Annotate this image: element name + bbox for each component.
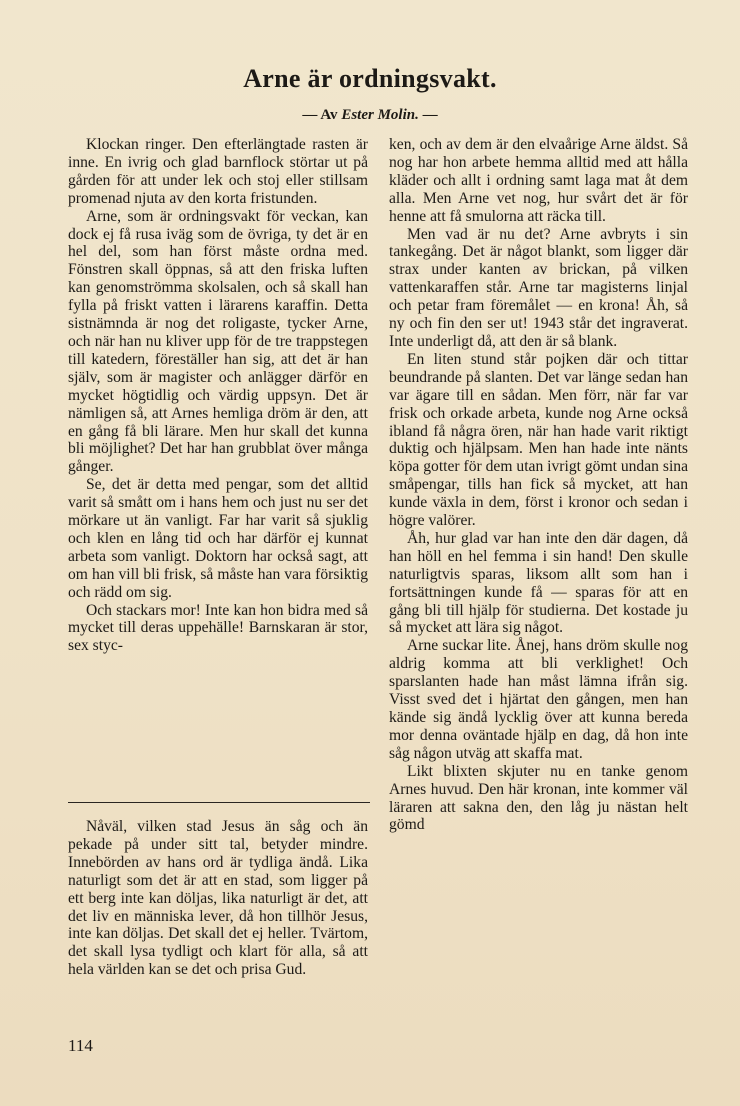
devotional-paragraph: Nåväl, vilken stad Jesus än såg och än pekade på under sitt tal, betyder mindre. Innebörden av hans ord är tydliga ändå. Lika naturligt som det är att en stad, som ligger på ett berg inte kan döljas, lika naturligt är det, att det liv en människa lever, då hon tillhör Jesus, inte kan döljas. Det skall det ej heller. Tvärtom, det skall lysa tydligt och klart för alla, så att hela världen kan se det och prisa Gud. bbox=[68, 818, 368, 979]
paragraph: Men vad är nu det? Arne avbryts i sin tankegång. Det är något blankt, som ligger där strax under kanten av brickan, på vilken vattenkaraffen står. Arne tar magisterns linjal och petar fram föremålet — en krona! Åh, så ny och fin den ser ut! 1943 står det ingraverat. Inte underligt då, att den är så blank. bbox=[389, 225, 688, 350]
paragraph: Se, det är detta med pengar, som det alltid varit så smått om i hans hem och just nu ser det mörkare ut än vanligt. Far har varit så sjuklig och klen en lång tid och har därför ej kunnat arbeta som vanligt. Doktorn har också sagt, att om han vill bli frisk, så måste han vara försiktig och rädd om sig. bbox=[68, 476, 368, 601]
author-name: Ester Molin. bbox=[341, 107, 419, 123]
paragraph: Och stackars mor! Inte kan hon bidra med så mycket till deras uppehälle! Barnskaran är stor, sex styc- bbox=[68, 601, 368, 655]
devotional-section bbox=[68, 818, 368, 979]
left-column bbox=[68, 136, 368, 655]
byline-prefix: — Av bbox=[302, 107, 342, 123]
section-divider bbox=[68, 802, 370, 803]
paragraph: Arne suckar lite. Ånej, hans dröm skulle nog aldrig komma att bli verklighet! Och sparslanten hade han måst lämna ifrån sig. Visst sved det i hjärtat den gången, men han kände sig ändå lycklig över att kunna bereda mor denna oväntade hjälp en dag, då hon inte såg någon utväg att skaffa mat. bbox=[389, 637, 688, 762]
right-column bbox=[389, 136, 688, 834]
article-byline bbox=[0, 107, 740, 124]
paragraph: Likt blixten skjuter nu en tanke genom Arnes huvud. Den här kronan, inte kommer väl läraren att sakna den, den låg ju nästan helt gömd bbox=[389, 762, 688, 834]
paragraph: ken, och av dem är den elvaårige Arne äldst. Så nog har hon arbete hemma alltid med att hålla kläder och allt i ordning samt laga mat åt dem alla. Men Arne vet nog, hur svårt det är för henne att få smulorna att räcka till. bbox=[389, 136, 688, 225]
paragraph: En liten stund står pojken där och tittar beundrande på slanten. Det var länge sedan han var ägare till en sådan. Men förr, när far var frisk och orkade arbeta, kunde nog Arne också ibland få några ören, när han hade varit riktigt duktig och hjälpsam. Men han hade inte nänts köpa gotter för dem utan ivrigt gömt undan sina småpengar, tills han fick så mycket, att han kunde växla in dem, först i kronor och sedan i högre valörer. bbox=[389, 350, 688, 530]
byline-suffix: — bbox=[418, 107, 438, 123]
paragraph: Åh, hur glad var han inte den där dagen, då han höll en hel femma i sin hand! Den skulle naturligtvis sparas, liksom allt som han i fortsättningen kunde få — sparas för att en gång bli till hjälp för studierna. Det kostade ju så mycket att lära sig något. bbox=[389, 529, 688, 637]
paragraph: Klockan ringer. Den efterlängtade rasten är inne. En ivrig och glad barnflock störtar ut på gården för att under lek och stoj eller stillsam promenad njuta av den korta fristunden. bbox=[68, 136, 368, 207]
article-title: Arne är ordningsvakt. bbox=[243, 64, 497, 93]
paragraph: Arne, som är ordningsvakt för veckan, kan dock ej få rusa iväg som de övriga, ty det är en hel del, som han först måste ordna med. Fönstren skall öppnas, så att den friska luften kan genomströmma skolsalen, och så skall han fylla på friskt vatten i lärarens karaffin. Detta sistnämnda är nog det roligaste, tycker Arne, och när han nu kliver upp för de tre trappstegen till katedern, föreställer han sig, att det är han själv, som är magister och anlägger därför en mycket högtidlig och värdig uppsyn. Det är nämligen så, att Arnes hemliga dröm är den, att en gång få bli lärare. Men hur skall det kunna bli möjlighet? Det har han grubblat över många gånger. bbox=[68, 207, 368, 476]
page-number: 114 bbox=[68, 1036, 93, 1055]
